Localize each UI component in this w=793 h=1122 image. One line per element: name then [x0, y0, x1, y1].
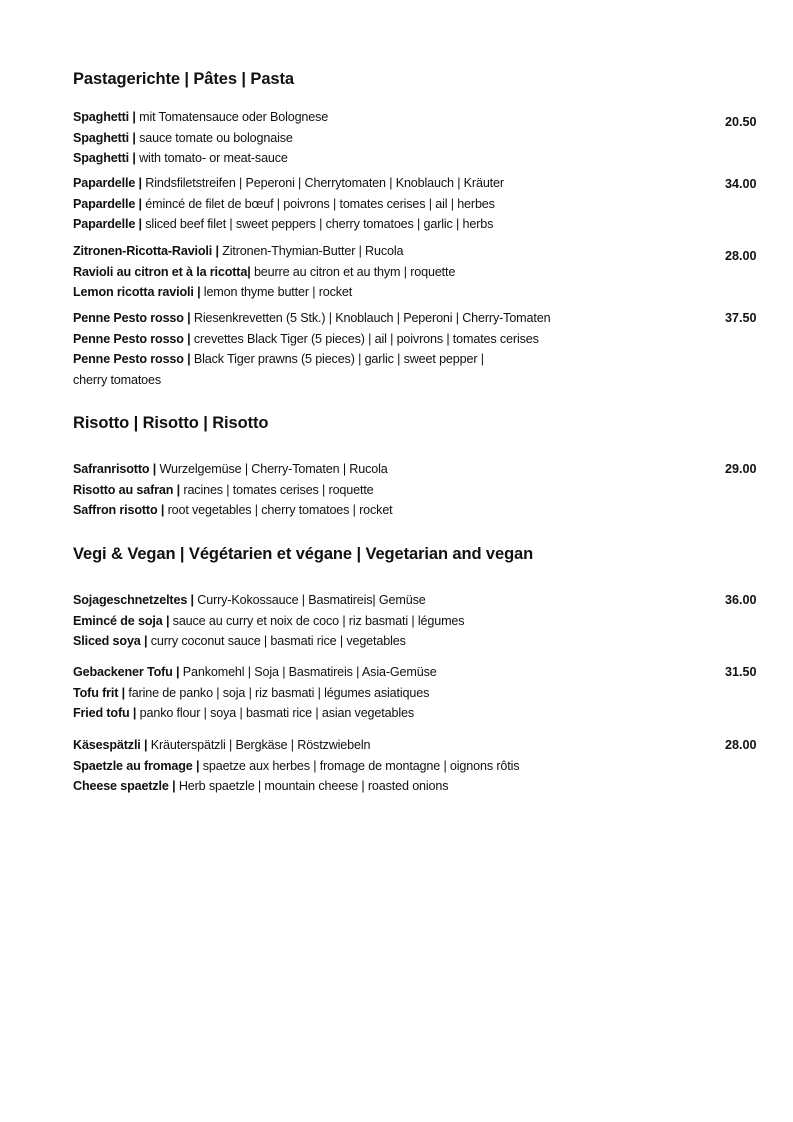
item-line: [73, 308, 773, 329]
item-description: root vegetables | cherry tomatoes | rocket: [164, 503, 393, 518]
item-name: Spaghetti |: [73, 110, 136, 124]
item-line: [73, 370, 773, 391]
item-description: Pankomehl | Soja | Basmatireis | Asia-Gemüse: [179, 665, 437, 679]
item-description: Wurzelgemüse | Cherry-Tomaten | Rucola: [156, 462, 388, 476]
item-description: with tomato- or meat-sauce: [135, 151, 288, 166]
item-price: 36.00: [725, 593, 757, 607]
item-price: 29.00: [725, 462, 757, 476]
item-price: 34.00: [725, 177, 757, 191]
item-name: Papardelle |: [73, 196, 142, 211]
item-description: sauce tomate ou bolognaise: [135, 130, 293, 145]
item-line: [73, 173, 773, 194]
item-name: Sliced soya |: [73, 634, 148, 649]
item-description: Zitronen-Thymian-Butter | Rucola: [218, 244, 404, 258]
menu-item-penne: [73, 308, 773, 391]
menu-item-spaghetti: [73, 107, 773, 169]
item-name: Käsespätzli |: [73, 738, 148, 752]
item-description: sliced beef filet | sweet peppers | cherry tomatoes | garlic | herbs: [141, 217, 494, 232]
item-name: Saffron risotto |: [73, 503, 165, 518]
item-description: lemon thyme butter | rocket: [200, 285, 353, 300]
menu-item-fried-tofu: [73, 662, 773, 724]
item-price: 31.50: [725, 665, 757, 679]
item-line: [73, 756, 773, 777]
menu-item-papardelle: [73, 173, 773, 235]
item-price: 37.50: [725, 311, 757, 325]
item-line: [73, 703, 773, 724]
item-description: Curry-Kokossauce | Basmatireis| Gemüse: [193, 593, 426, 607]
item-line: [73, 683, 773, 704]
item-name: Penne Pesto rosso |: [73, 352, 191, 367]
item-line: [73, 611, 773, 632]
item-line: [73, 107, 773, 128]
item-line: [73, 282, 773, 303]
item-line: [73, 329, 773, 350]
item-name: Penne Pesto rosso |: [73, 331, 191, 346]
item-name: Spaghetti |: [73, 151, 136, 166]
item-name: Tofu frit |: [73, 685, 125, 700]
item-name: Cheese spaetzle |: [73, 779, 176, 794]
menu-item-ravioli: [73, 241, 773, 303]
item-description: cherry tomatoes: [73, 373, 162, 388]
item-name: Papardelle |: [73, 217, 142, 232]
item-name: Gebackener Tofu |: [73, 665, 180, 679]
item-description: Herb spaetzle | mountain cheese | roasted onions: [175, 779, 449, 794]
item-description: émincé de filet de bœuf | poivrons | tomates cerises | ail | herbes: [141, 196, 495, 211]
section-title-risotto: Risotto | Risotto | Risotto: [73, 414, 269, 432]
item-line: [73, 349, 773, 370]
item-description: Kräuterspätzli | Bergkäse | Röstzwiebeln: [147, 738, 371, 752]
item-price: 20.50: [725, 115, 757, 129]
item-line: [73, 194, 773, 215]
item-name: Risotto au safran |: [73, 482, 181, 497]
item-line: [73, 241, 773, 262]
item-line: [73, 262, 773, 283]
item-name: Penne Pesto rosso |: [73, 311, 191, 325]
item-description: sauce au curry et noix de coco | riz basmati | légumes: [169, 613, 465, 628]
menu-item-cheese-spaetzle: [73, 735, 773, 797]
item-name: Emincé de soja |: [73, 613, 170, 628]
item-name: Spaetzle au fromage |: [73, 758, 200, 773]
item-description: curry coconut sauce | basmati rice | vegetables: [147, 634, 406, 649]
item-line: [73, 631, 773, 652]
item-line: [73, 735, 773, 756]
item-description: Riesenkrevetten (5 Stk.) | Knoblauch | Peperoni | Cherry-Tomaten: [190, 311, 551, 325]
item-line: [73, 590, 773, 611]
item-line: [73, 480, 773, 501]
item-line: [73, 500, 773, 521]
item-name: Lemon ricotta ravioli |: [73, 285, 201, 300]
menu-item-saffron-risotto: [73, 459, 773, 521]
item-description: spaetze aux herbes | fromage de montagne | oignons rôtis: [199, 758, 520, 773]
item-line: [73, 148, 773, 169]
section-title-vegi-vegan: Vegi & Vegan | Végétarien et végane | Vegetarian and vegan: [73, 545, 534, 563]
item-description: Rindsfiletstreifen | Peperoni | Cherrytomaten | Knoblauch | Kräuter: [141, 176, 504, 190]
item-name: Zitronen-Ricotta-Ravioli |: [73, 244, 219, 258]
item-description: farine de panko | soja | riz basmati | légumes asiatiques: [125, 685, 430, 700]
item-description: Black Tiger prawns (5 pieces) | garlic | sweet pepper |: [190, 352, 484, 367]
item-name: Sojageschnetzeltes |: [73, 593, 194, 607]
item-line: [73, 662, 773, 683]
item-name: Papardelle |: [73, 176, 142, 190]
item-line: [73, 214, 773, 235]
item-line: [73, 776, 773, 797]
item-price: 28.00: [725, 249, 757, 263]
item-description: panko flour | soya | basmati rice | asian vegetables: [136, 706, 414, 721]
item-description: mit Tomatensauce oder Bolognese: [135, 110, 329, 124]
menu-item-sliced-soya: [73, 590, 773, 652]
item-name: Ravioli au citron et à la ricotta|: [73, 264, 251, 279]
item-name: Safranrisotto |: [73, 462, 157, 476]
item-description: crevettes Black Tiger (5 pieces) | ail | poivrons | tomates cerises: [190, 331, 539, 346]
section-title-pasta: Pastagerichte | Pâtes | Pasta: [73, 70, 294, 88]
item-description: racines | tomates cerises | roquette: [180, 482, 374, 497]
item-price: 28.00: [725, 738, 757, 752]
item-name: Fried tofu |: [73, 706, 137, 721]
item-description: beurre au citron et au thym | roquette: [250, 264, 456, 279]
item-line: [73, 459, 773, 480]
item-line: [73, 128, 773, 149]
item-name: Spaghetti |: [73, 130, 136, 145]
